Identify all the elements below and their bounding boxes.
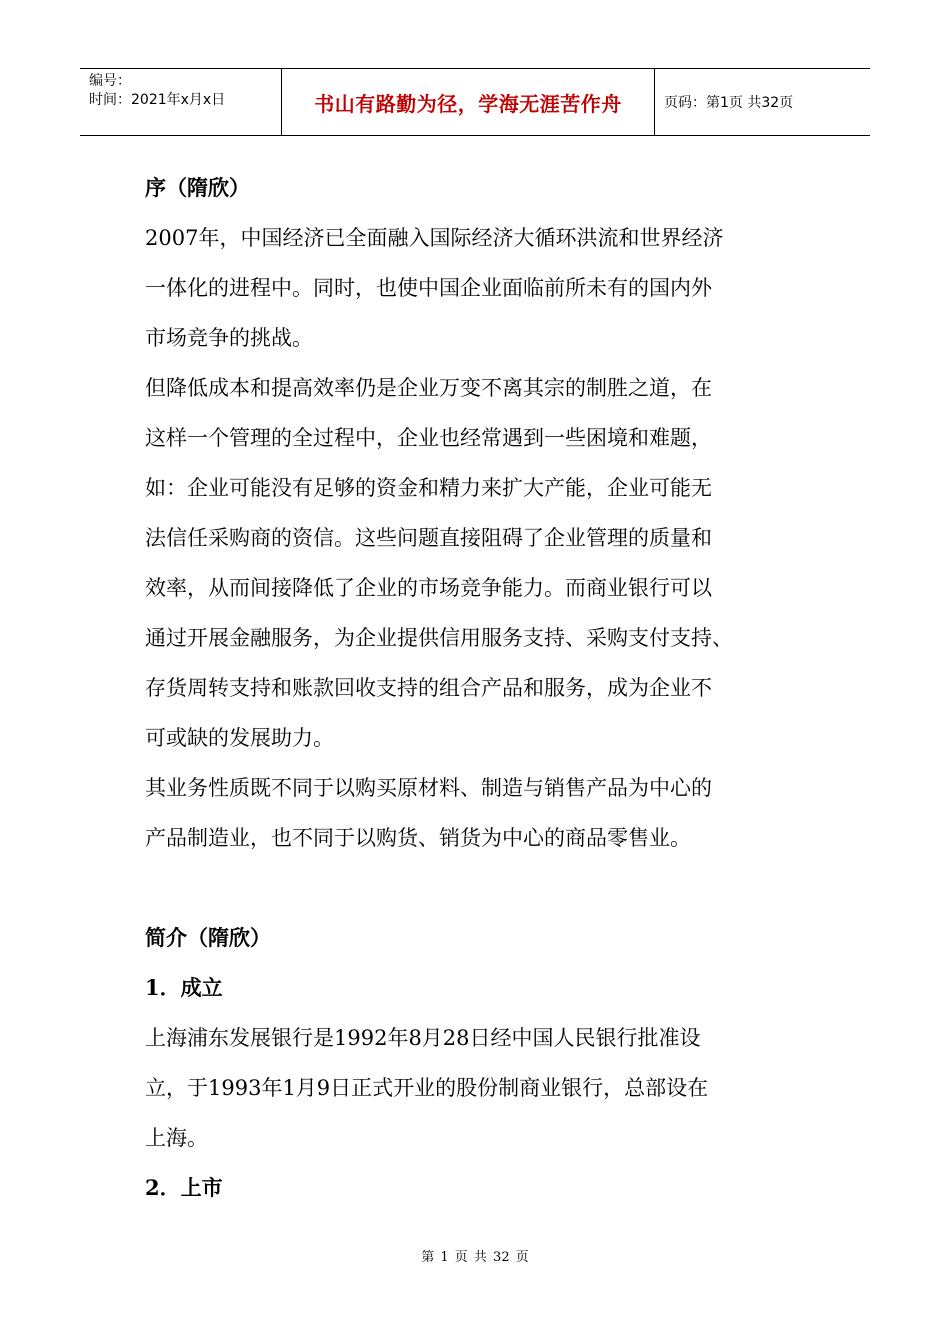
header-meta-cell: [80, 69, 282, 135]
paragraph-line: 上海浦东发展银行是1992年8月28日经中国人民银行批准设: [145, 1026, 701, 1050]
header-page-info: 页码：第1页 共32页: [664, 95, 794, 111]
paragraph: [145, 763, 845, 863]
paragraph-line: 一体化的进程中。同时，也使中国企业面临前所未有的国内外: [145, 276, 712, 300]
paragraph-line: 市场竞争的挑战。: [145, 326, 313, 350]
paragraph-line: 2007年，中国经济已全面融入国际经济大循环洪流和世界经济: [145, 226, 724, 250]
subsection-heading-listing: 2．上市: [145, 1175, 223, 1200]
paragraph-line: 立，于1993年1月9日正式开业的股份制商业银行，总部设在: [145, 1076, 709, 1100]
paragraph: [145, 363, 845, 763]
section-heading-preface: 序（隋欣）: [145, 175, 250, 200]
paragraph-line: 可或缺的发展助力。: [145, 726, 334, 750]
paragraph-line: 上海。: [145, 1126, 208, 1150]
paragraph-line: 通过开展金融服务，为企业提供信用服务支持、采购支付支持、: [145, 626, 733, 650]
document-header: [80, 68, 870, 136]
paragraph-line: 产品制造业，也不同于以购货、销货为中心的商品零售业。: [145, 826, 691, 850]
document-number-label: 编号：: [89, 73, 131, 89]
paragraph-line: 效率，从而间接降低了企业的市场竞争能力。而商业银行可以: [145, 576, 712, 600]
document-body: [145, 163, 845, 1213]
paragraph: [145, 213, 845, 363]
paragraph-line: 如：企业可能没有足够的资金和精力来扩大产能，企业可能无: [145, 476, 712, 500]
header-motto: 书山有路勤为径，学海无涯苦作舟: [282, 69, 655, 135]
paragraph-line: 法信任采购商的资信。这些问题直接阻碍了企业管理的质量和: [145, 526, 712, 550]
paragraph: [145, 1013, 845, 1163]
paragraph-line: 但降低成本和提高效率仍是企业万变不离其宗的制胜之道，在: [145, 376, 712, 400]
page-footer: 第 1 页 共 32 页: [421, 1250, 529, 1265]
subsection-heading-established: 1．成立: [145, 975, 223, 1000]
paragraph-line: 其业务性质既不同于以购买原材料、制造与销售产品为中心的: [145, 776, 712, 800]
section-heading-intro: 简介（隋欣）: [145, 925, 271, 950]
paragraph-line: 存货周转支持和账款回收支持的组合产品和服务，成为企业不: [145, 676, 712, 700]
paragraph-line: 这样一个管理的全过程中，企业也经常遇到一些困境和难题，: [145, 426, 712, 450]
document-time-label: 时间：2021年x月x日: [89, 92, 226, 108]
blank-line: [145, 863, 845, 913]
